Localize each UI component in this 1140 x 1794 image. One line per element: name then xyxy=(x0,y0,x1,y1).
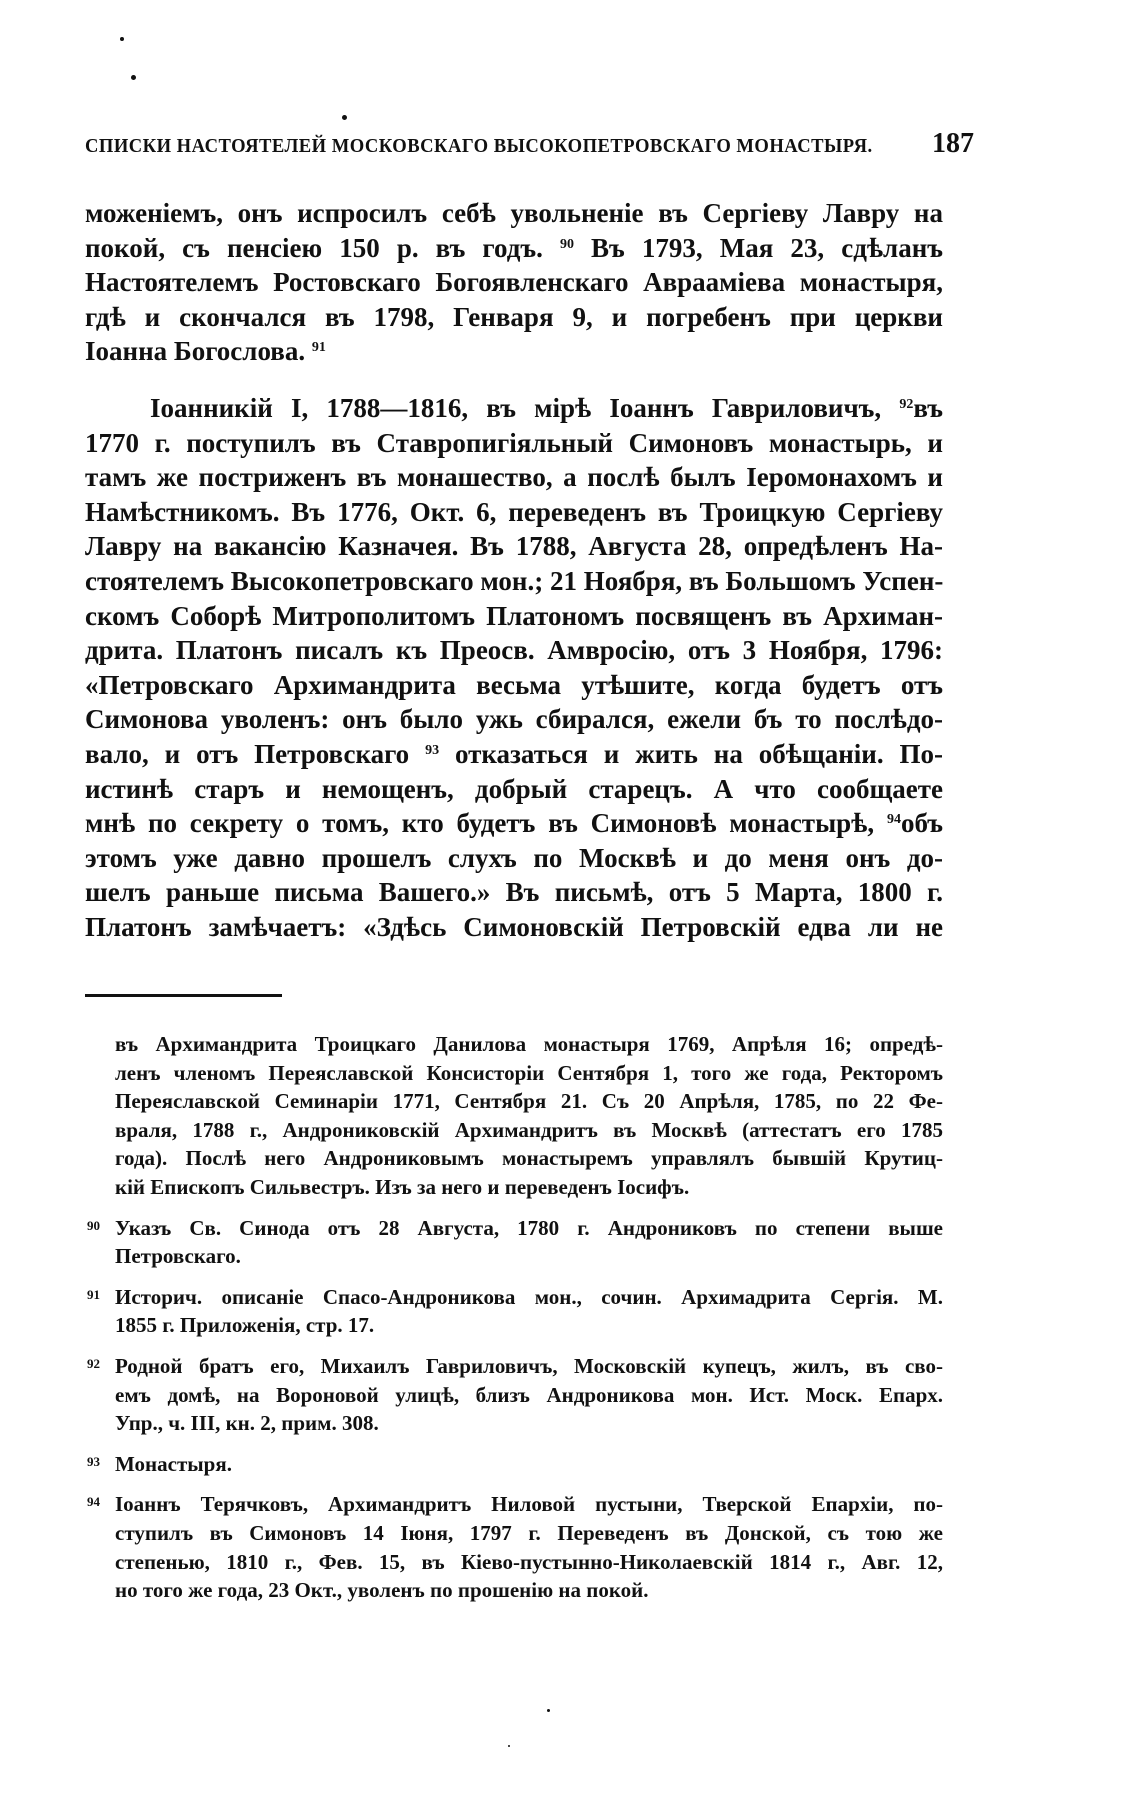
footnote-separator xyxy=(85,994,282,997)
text-line: шелъ раньше письма Вашего.» Въ письмѣ, отъ 5 Марта, 1800 г. xyxy=(85,877,943,908)
footnote-line: Іоаннъ Терячковъ, Архимандритъ Ниловой пустыни, Тверской Епархіи, по- xyxy=(115,1492,943,1517)
text-line: дрита. Платонъ писалъ къ Преосв. Амвросію, отъ 3 Ноября, 1796: xyxy=(85,635,943,666)
text-line: Намѣстникомъ. Въ 1776, Окт. 6, переведенъ въ Троицкую Сергіеву xyxy=(85,496,943,527)
footnote-line: но того же года, 23 Окт., уволенъ по прошенію на покой. xyxy=(115,1578,649,1603)
footnote-line: ленъ членомъ Переяславской Консисторіи Сентября 1, того же года, Ректоромъ xyxy=(115,1060,943,1085)
text-line: этомъ уже давно прошелъ слухъ по Москвѣ и до меня онъ до- xyxy=(85,842,943,873)
running-title: СПИСКИ НАСТОЯТЕЛЕЙ МОСКОВСКАГО ВЫСОКОПЕТРОВСКАГО МОНАСТЫРЯ. xyxy=(85,135,873,157)
footnote-line: Историч. описаніе Спасо-Андроникова мон., сочин. Архимадрита Сергія. М. xyxy=(115,1284,943,1309)
footnote-line: года). Послѣ него Андрониковымъ монастыремъ управлялъ бывшій Крутиц- xyxy=(115,1146,943,1171)
paragraph xyxy=(85,196,943,369)
page-number: 187 xyxy=(931,128,974,159)
footnote-line: Родной братъ его, Михаилъ Гавриловичъ, Московскій купецъ, жилъ, въ сво- xyxy=(115,1353,943,1378)
footnote-ref[interactable]: 92 xyxy=(899,396,914,412)
footnote-line: 1855 г. Приложенія, стр. 17. xyxy=(115,1313,375,1338)
footnote-marker: 91 xyxy=(87,1286,100,1302)
text-line: 1770 г. поступилъ въ Ставропигіяльный Симоновъ монастырь, и xyxy=(85,427,943,458)
footnote-line: Указъ Св. Синода отъ 28 Августа, 1780 г. Андрониковъ по степени выше xyxy=(115,1215,943,1240)
text-line: Симонова уволенъ: онъ было ужь сбирался, ежели бъ то послѣдо- xyxy=(85,704,943,735)
footnote-92 xyxy=(85,1352,943,1438)
footnote-90 xyxy=(85,1214,943,1271)
paragraph xyxy=(85,391,943,945)
footnote-ref[interactable]: 90 xyxy=(559,236,574,252)
running-head xyxy=(85,128,974,160)
text-line: «Петровскаго Архимандрита весьма утѣшите, когда будетъ отъ xyxy=(85,669,943,700)
footnote-ref[interactable]: 93 xyxy=(425,742,440,758)
text-line: Іоанна Богослова. $^{91}$ xyxy=(85,336,326,367)
footnote-line: Переяславской Семинаріи 1771, Сентября 21. Съ 20 Апрѣля, 1785, по 22 Фе- xyxy=(115,1089,943,1114)
scan-speck xyxy=(120,37,124,41)
footnote-93 xyxy=(85,1450,943,1479)
footnote-line: степенью, 1810 г., Фев. 15, въ Кіево-пустынно-Николаевскій 1814 г., Авг. 12, xyxy=(115,1549,943,1574)
footnote-line: Упр., ч. III, кн. 2, прим. 308. xyxy=(115,1411,379,1436)
scan-speck xyxy=(342,115,347,120)
scan-speck xyxy=(547,1709,550,1712)
footnote-94 xyxy=(85,1490,943,1604)
footnote-marker: 90 xyxy=(87,1217,100,1233)
text-line: стоятелемъ Высокопетровскаго мон.; 21 Ноября, въ Большомъ Успен- xyxy=(85,565,944,596)
footnote-ref[interactable]: 94 xyxy=(886,812,901,828)
footnote-marker: 94 xyxy=(87,1494,100,1510)
footnote-91 xyxy=(85,1283,943,1340)
footnote-line: въ Архимандрита Троицкаго Данилова монастыря 1769, Апрѣля 16; опредѣ- xyxy=(115,1032,943,1056)
text-line: скомъ Соборѣ Митрополитомъ Платономъ посвященъ въ Архиман- xyxy=(85,600,943,631)
footnote-marker: 93 xyxy=(87,1453,100,1469)
scan-speck xyxy=(508,1745,510,1747)
text-line: Платонъ замѣчаетъ: «Здѣсь Симоновскій Петровскій едва ли не xyxy=(85,911,943,942)
text-line: гдѣ и скончался въ 1798, Генваря 9, и погребенъ при церкви xyxy=(85,301,943,332)
footnote-continued xyxy=(85,1030,943,1202)
text-line: вало, и отъ Петровскаго $^{93}$ отказаться и жить на обѣщаніи. По- xyxy=(85,738,943,769)
footnote-line: Монастыря. xyxy=(115,1451,232,1476)
footnote-line: враля, 1788 г., Андрониковскій Архимандритъ въ Москвѣ (аттестатъ его 1785 xyxy=(115,1117,943,1142)
text-line: мнѣ по секрету о томъ, кто будетъ въ Симоновѣ монастырѣ, $^{94}$объ xyxy=(85,808,944,839)
body-text xyxy=(85,196,943,966)
footnote-line: Петровскаго. xyxy=(115,1244,241,1269)
text-line: Іоанникій I, 1788—1816, въ мірѣ Іоаннъ Гавриловичъ, $^{92}$въ xyxy=(150,392,944,423)
text-line: Лавру на вакансію Казначея. Въ 1788, Августа 28, опредѣленъ На- xyxy=(85,531,943,562)
footnote-ref[interactable]: 91 xyxy=(311,340,326,356)
footnote-marker: 92 xyxy=(87,1355,100,1371)
text-line: покой, съ пенсіею 150 р. въ годъ. $^{90}$ Въ 1793, Мая 23, сдѣланъ xyxy=(85,232,944,263)
footnote-line: емъ домѣ, на Вороновой улицѣ, близъ Андроникова мон. Ист. Моск. Епарх. xyxy=(115,1382,943,1407)
scan-speck xyxy=(131,75,136,80)
text-line: тамъ же постриженъ въ монашество, а послѣ былъ Іеромонахомъ и xyxy=(85,462,943,493)
text-line: Настоятелемъ Ростовскаго Богоявленскаго Авраамiева монастыря, xyxy=(85,267,943,298)
text-line: истинѣ старъ и немощенъ, добрый старецъ. А что сообщаете xyxy=(85,773,943,804)
text-line: моженіемъ, онъ испросилъ себѣ увольненіе въ Сергіеву Лавру на xyxy=(85,198,943,228)
footnote-line: кій Епископъ Сильвестръ. Изъ за него и переведенъ Іосифъ. xyxy=(115,1174,690,1199)
footnote-line: ступилъ въ Симоновъ 14 Іюня, 1797 г. Переведенъ въ Донской, съ тою же xyxy=(115,1520,943,1545)
footnotes xyxy=(85,1030,943,1617)
